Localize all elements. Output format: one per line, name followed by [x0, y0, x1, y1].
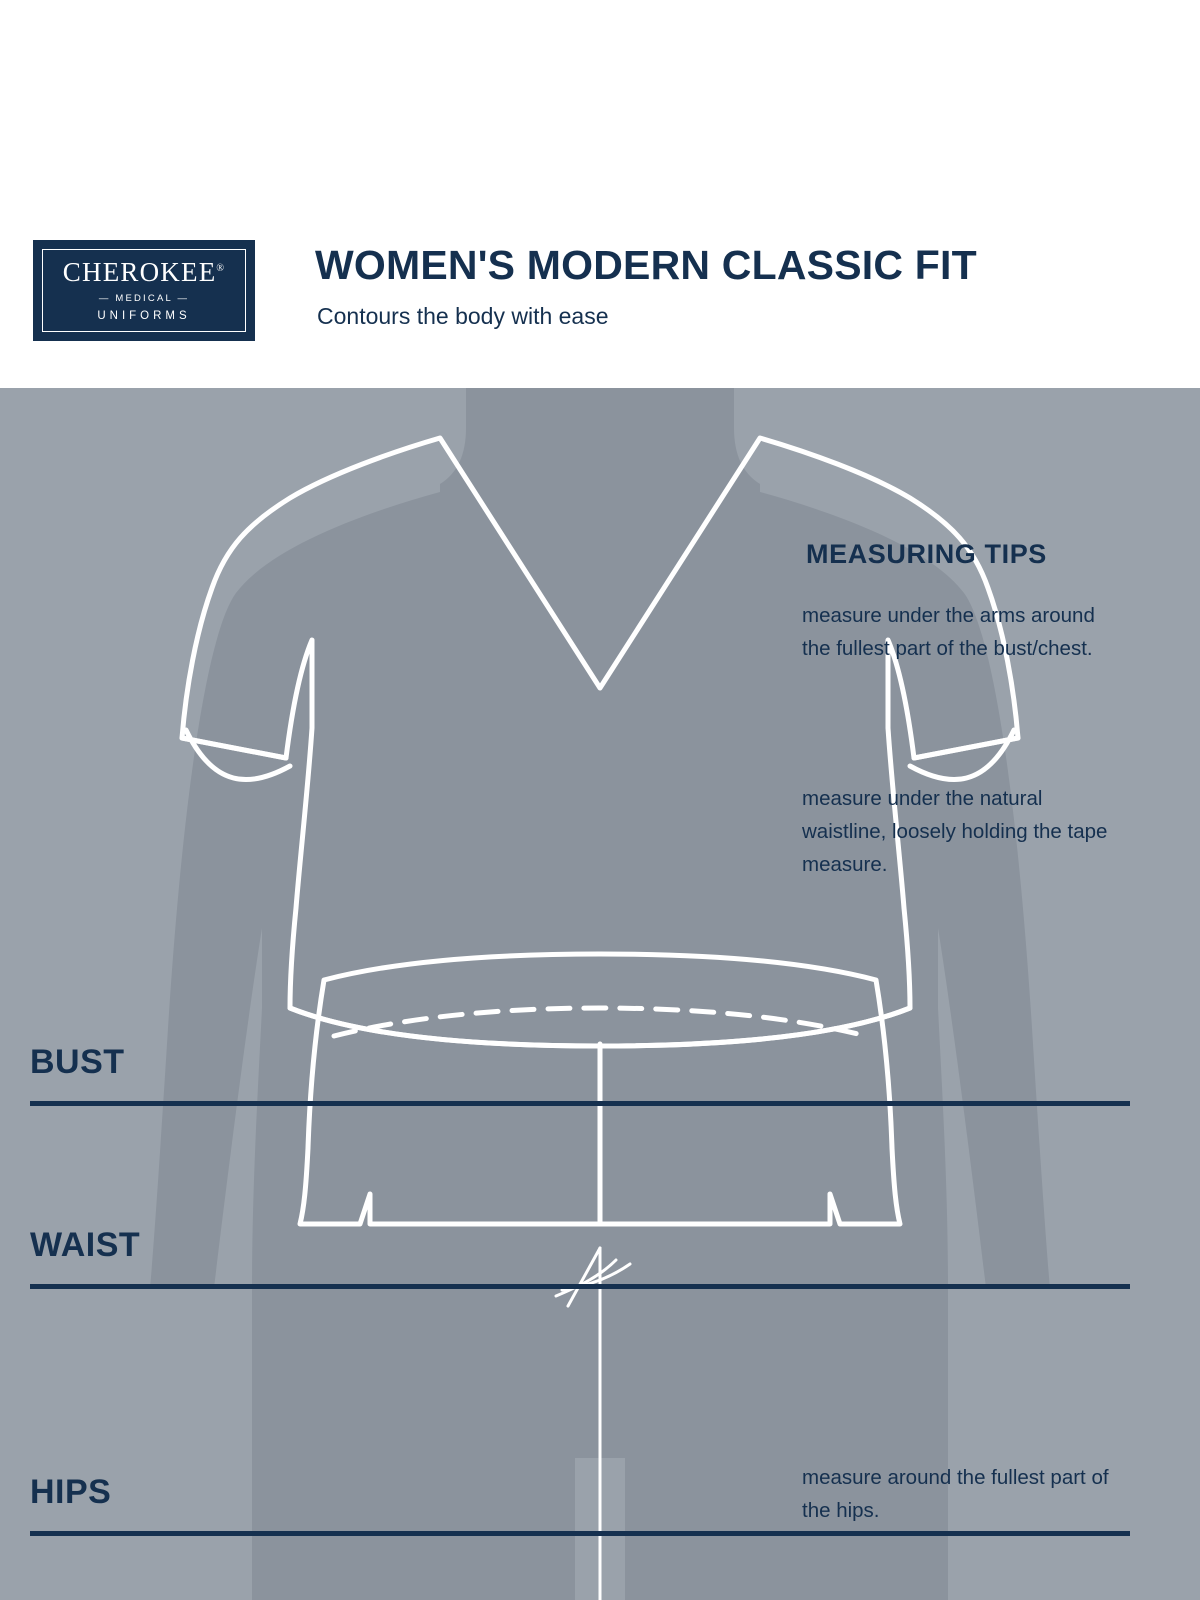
measurement-line-waist — [30, 1284, 1130, 1289]
measurement-line-bust — [30, 1101, 1130, 1106]
measuring-tip-hips: measure around the fullest part of the hips. — [802, 1466, 1109, 1522]
measuring-tip-waist: measure under the natural waistline, loosely holding the tape measure. — [802, 787, 1108, 876]
logo-uniforms-text: UNIFORMS — [97, 310, 191, 322]
page-title: WOMEN'S MODERN CLASSIC FIT — [315, 242, 977, 288]
brand-logo — [33, 240, 255, 341]
header — [0, 0, 1200, 398]
measuring-tips-heading: MEASURING TIPS — [806, 539, 1047, 569]
logo-medical-text: — MEDICAL — — [98, 293, 190, 304]
logo-brand-text: CHEROKEE — [62, 257, 217, 287]
measurement-label-hips: HIPS — [30, 1473, 112, 1511]
logo-registered-mark: ® — [216, 263, 226, 274]
page-subtitle: Contours the body with ease — [317, 303, 609, 329]
measuring-tip-bust: measure under the arms around the fullest part of the bust/chest. — [802, 604, 1095, 660]
measurement-line-hips — [30, 1531, 1130, 1536]
fit-diagram — [0, 388, 1200, 1600]
measurement-label-waist: WAIST — [30, 1226, 141, 1264]
logo-brand-name — [63, 259, 225, 286]
measurement-label-bust: BUST — [30, 1043, 125, 1081]
